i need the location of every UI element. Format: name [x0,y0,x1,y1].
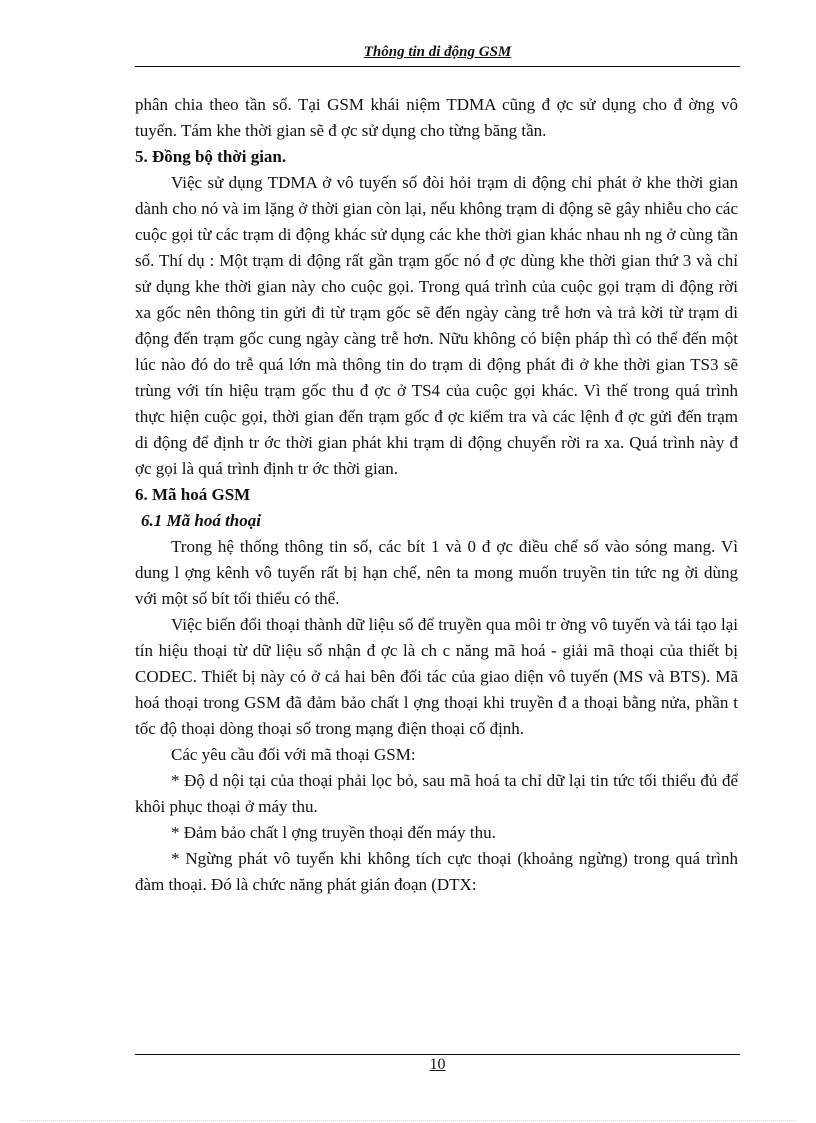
page-edge [20,1120,796,1121]
paragraph: * Đảm bảo chất l ợng truyền thoại đến máy thu. [171,823,496,842]
paragraph: phân chia theo tần số. Tại GSM khái niệm TDMA cũng đ ợc sử dụng cho đ ờng vô tuyến. Tám khe thời gian sẽ đ ợc sử dụng cho từng băng tần. [135,95,738,140]
subsection-heading: 6.1 Mã hoá thoại [141,511,261,530]
paragraph: Trong hệ thống thông tin số, các bít 1 và 0 đ ợc điều chế số vào sóng mang. Vì dung l ợng kênh vô tuyến rất bị hạn chế, nên ta mong muốn truyền tin tức ng ời dùng với một số bít tối thiểu có thể. [135,537,738,608]
footer-rule [135,1054,740,1055]
paragraph: Việc biến đổi thoại thành dữ liệu số để truyền qua môi tr ờng vô tuyến và tái tạo lại tín hiệu thoại từ dữ liệu số nhận đ ợc là ch c năng mã hoá - giải mã thoại của thiết bị CODEC. Thiết bị này có ở cả hai bên đối tác của giao diện vô tuyến (MS và BTS). Mã hoá thoại trong GSM đã đảm bảo chất l ợng thoại khi truyền đ a thoại bằng nửa, phần t tốc độ thoại dòng thoại số trong mạng điện thoại cố định. [135,615,738,738]
paragraph: * Ngừng phát vô tuyến khi không tích cực thoại (khoảng ngừng) trong quá trình đàm thoại. Đó là chức năng phát gián đoạn (DTX: [135,849,738,894]
running-header: Thông tin di động GSM [363,44,512,60]
section-heading: 6. Mã hoá GSM [135,485,251,504]
section-heading: 5. Đồng bộ thời gian. [135,147,287,166]
paragraph: Việc sử dụng TDMA ở vô tuyến số đòi hỏi trạm di động chỉ phát ở khe thời gian dành cho nó và im lặng ở thời gian còn lại, nếu không trạm di động sẽ gây nhiễu cho các cuộc gọi từ các trạm di động khác sử dụng các khe thời gian khác nhau nh ng ở cùng tần số. Thí dụ : Một trạm di động rất gần trạm gốc nó đ ợc dùng khe thời gian thứ 3 và chỉ sử dụng khe thời gian này cho cuộc gọi. Trong quá trình của cuộc gọi trạm di động rời xa gốc nên thông tin gửi đi từ trạm gốc sẽ đến ngày càng trễ hơn và trả kời từ trạm di động đến trạm gốc cung ngày càng trễ hơn. Nữu không có biện pháp thì có thể đến một lúc nào đó do trễ quá lớn mà thông tin do trạm di động phát đi ở khe thời gian TS3 sẽ trùng với tín hiệu trạm gốc thu đ ợc ở TS4 của cuộc gọi khác. Vì thế trong quá trình thực hiện cuộc gọi, thời gian đến trạm gốc đ ợc kiểm tra và các lệnh đ ợc gửi đến trạm di động để định tr ớc thời gian phát khi trạm di động chuyển rời ra xa. Quá trình này đ ợc gọi là quá trình định tr ớc thời gian. [135,173,738,478]
page-body [135,92,738,898]
header-rule [135,66,740,67]
page-number: 10 [429,1056,446,1073]
paragraph: Các yêu cầu đối với mã thoại GSM: [171,745,416,764]
paragraph: * Độ d nội tại của thoại phải lọc bỏ, sau mã hoá ta chỉ dữ lại tin tức tối thiểu đủ để khôi phục thoại ở máy thu. [135,771,738,816]
